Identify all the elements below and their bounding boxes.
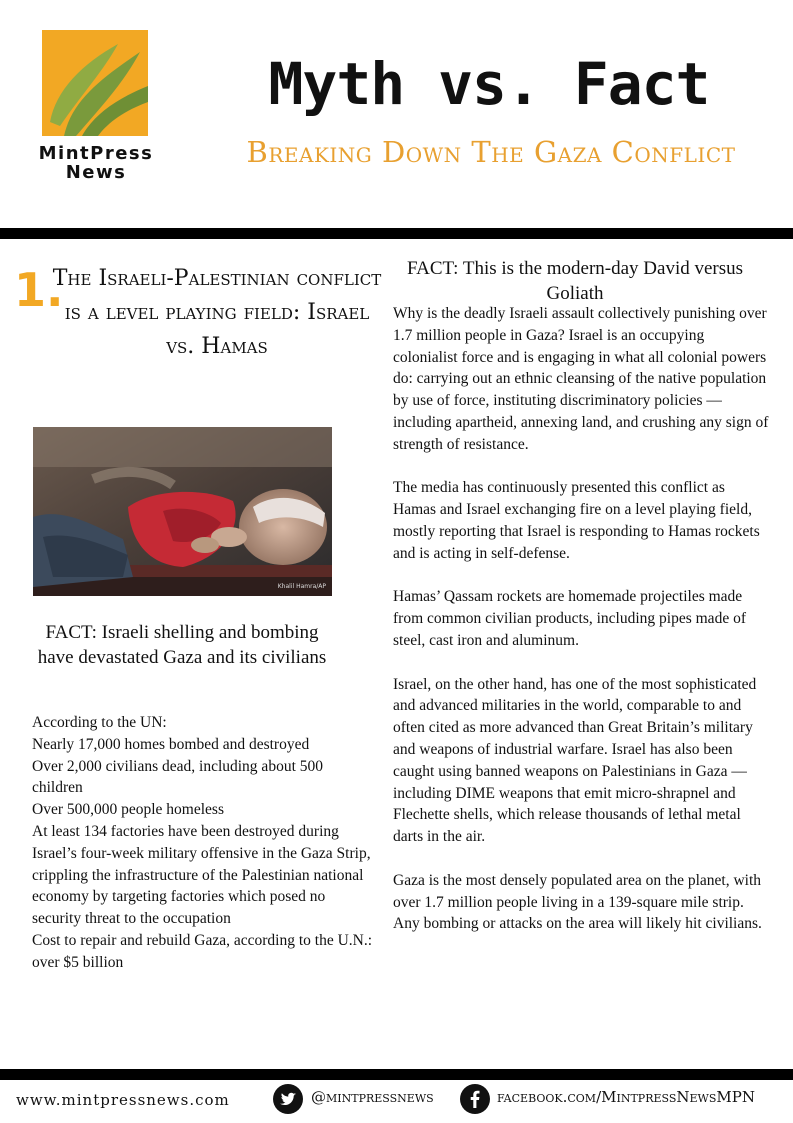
casualty-facts-list [32,712,377,974]
right-fact-heading: FACT: This is the modern-day David versus Goliath [406,258,744,304]
leaf-logo-icon [42,30,148,136]
injured-child-photo [33,427,332,596]
page-subtitle: Breaking Down The Gaza Conflict [246,135,736,169]
footer-website-link[interactable]: www.mintpressnews.com [16,1091,230,1109]
list-item: Over 2,000 civilians dead, including about 500 children [32,757,323,797]
body-paragraph: Gaza is the most densely populated area on the planet, with over 1.7 million people living in a 139-square mile strip. Any bombing or attacks on the area will likely hit civilians. [393,871,762,933]
body-paragraph: Israel, on the other hand, has one of the most sophisticated and advanced militaries in the world, comparable to and often cited as more advanced than Great Britain’s military and weapons of industrial warfare. Israel has also been caught using banned weapons on Palestinians in Gaza — including DIME weapons that emit micro-shrapnel and Flechette shells, which release thousands of lethal metal darts in the air. [393,675,757,846]
myth-statement: The Israeli-Palestinian conflict is a level playing field: Israel vs. Hamas [52,266,382,359]
body-paragraph: Hamas’ Qassam rockets are homemade projectiles made from common civilian products, including pipes made of steel, cast iron and aluminum. [393,588,746,649]
list-item: At least 134 factories have been destroyed during Israel’s four-week military offensive in the Gaza Strip, crippling the infrastructure of the Palestinian national economy by targeting factories which posed no security threat to the occupation [32,822,371,928]
twitter-icon[interactable] [273,1084,303,1114]
logo-line-1: MintPress [38,143,154,164]
list-item: According to the UN: [32,714,167,731]
list-item: Over 500,000 people homeless [32,801,224,819]
logo-wordmark [16,144,176,182]
list-item: Nearly 17,000 homes bombed and destroyed [32,735,310,753]
body-paragraph: Why is the deadly Israeli assault collectively punishing over 1.7 million people in Gaza? Israel is an occupying colonialist force and is engaging in what all colonial powers do: carrying out an ethnic cleansing of the native population by use of force, instituting discriminatory policies — including apartheid, annexing land, and crushing any sign of strength of resistance. [393,305,769,453]
footer-facebook-link[interactable]: facebook.com/MintpressNewsMPN [497,1088,755,1106]
bottom-divider [0,1069,793,1080]
photo-credit: Khalil Hamra/AP [277,583,326,590]
mintpress-logo [16,26,176,186]
body-paragraph: The media has continuously presented this conflict as Hamas and Israel exchanging fire on a level playing field, mostly reporting that Israel is responding to Hamas rockets and is acting in self-defense. [393,479,760,562]
right-fact-body [393,303,771,957]
list-item: Cost to repair and rebuild Gaza, according to the U.N.: over $5 billion [32,931,373,971]
logo-line-2: News [65,162,127,183]
myth-number: 1. [14,263,64,317]
page-title: Myth vs. Fact [268,50,710,118]
left-fact-heading: FACT: Israeli shelling and bombing have devastated Gaza and its civilians [37,622,327,668]
top-divider [0,228,793,239]
footer-twitter-handle[interactable]: @mintpressnews [311,1088,434,1106]
facebook-icon[interactable] [460,1084,490,1114]
